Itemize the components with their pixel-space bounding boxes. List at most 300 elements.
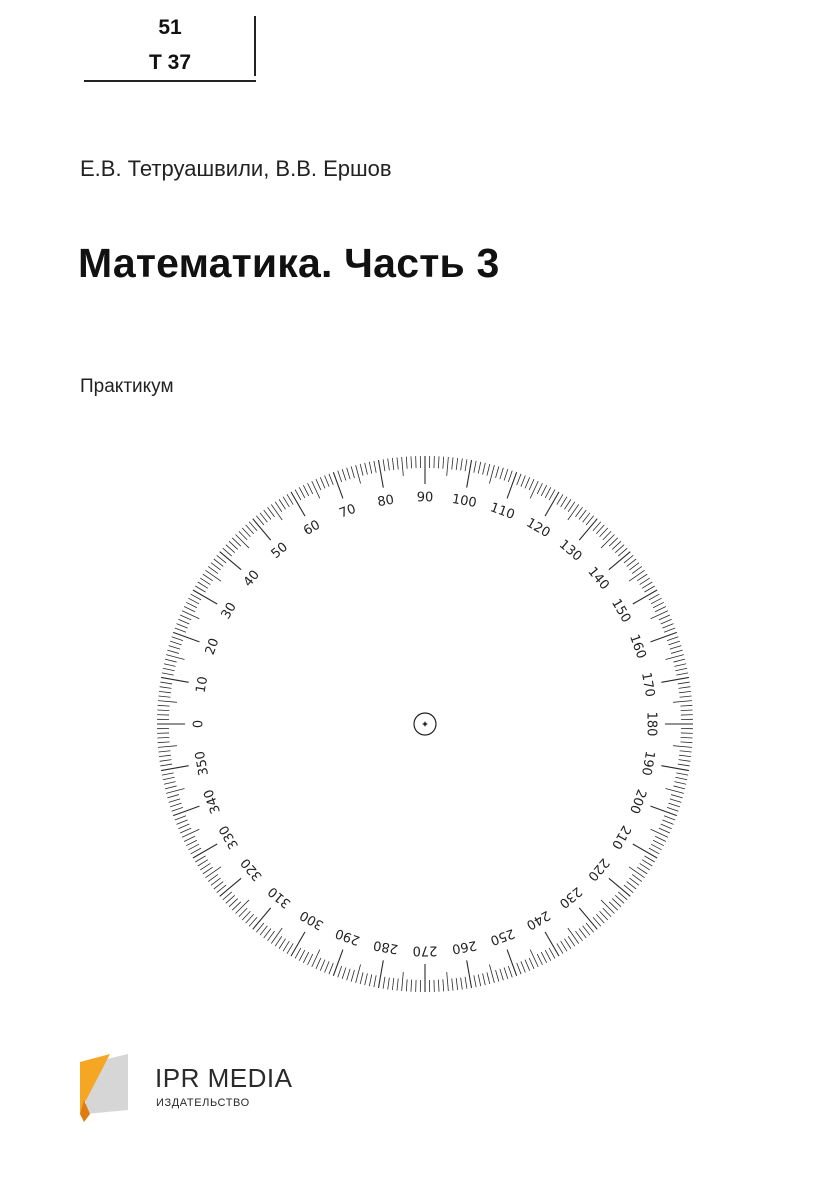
protractor-tick	[351, 466, 354, 478]
protractor-tick	[537, 483, 542, 494]
protractor-tick	[666, 788, 684, 793]
protractor-tick	[674, 782, 686, 785]
protractor-tick	[406, 979, 407, 991]
protractor-tick	[211, 563, 221, 570]
protractor-tick	[561, 941, 567, 951]
protractor-tick	[642, 860, 652, 866]
protractor-label: 10	[193, 675, 212, 695]
protractor-tick	[478, 462, 480, 474]
protractor-tick	[264, 510, 271, 520]
protractor-tick	[264, 928, 271, 938]
protractor-tick	[182, 829, 199, 837]
protractor-tick	[659, 828, 670, 833]
protractor-tick	[632, 566, 642, 573]
protractor-tick	[158, 742, 170, 743]
protractor-tick	[295, 948, 301, 959]
protractor-tick	[271, 928, 282, 944]
protractor-tick	[601, 900, 614, 913]
protractor-tick	[178, 619, 189, 624]
protractor-tick	[508, 966, 512, 977]
protractor-label: 320	[238, 854, 266, 884]
protractor-tick	[461, 978, 463, 990]
protractor-tick	[186, 840, 197, 845]
protractor-label: 270	[412, 942, 438, 958]
protractor-tick	[347, 969, 351, 980]
book-subtitle: Практикум	[80, 376, 174, 397]
protractor-tick	[160, 764, 172, 766]
protractor-tick	[667, 807, 678, 811]
protractor-tick	[681, 737, 693, 738]
protractor-tick	[271, 504, 282, 520]
protractor-tick	[629, 867, 645, 878]
protractor-tick	[545, 487, 551, 498]
protractor-tick	[164, 664, 176, 667]
protractor-tick	[467, 960, 472, 988]
protractor-tick	[260, 513, 267, 522]
protractor-tick	[188, 598, 199, 604]
protractor-tick	[529, 479, 534, 490]
protractor-tick	[673, 659, 685, 662]
protractor-tick	[673, 746, 692, 748]
protractor-tick	[388, 978, 390, 990]
protractor-tick	[465, 977, 467, 989]
protractor-tick	[184, 836, 195, 841]
protractor-tick	[316, 958, 321, 969]
protractor-tick	[529, 958, 534, 969]
protractor-tick	[487, 972, 490, 984]
protractor-tick	[637, 867, 647, 874]
protractor-tick	[676, 673, 688, 675]
protractor-tick	[541, 952, 546, 963]
protractor-tick	[583, 513, 590, 522]
protractor-tick	[160, 760, 172, 762]
protractor-tick	[203, 574, 213, 581]
protractor-tick	[568, 502, 575, 512]
protractor-tick	[564, 499, 571, 509]
protractor-tick	[200, 863, 210, 870]
protractor-tick	[568, 928, 579, 944]
protractor-tick	[504, 469, 508, 480]
protractor-tick	[679, 691, 691, 692]
protractor-tick	[167, 650, 179, 653]
protractor-tick	[172, 807, 183, 811]
protractor-tick	[496, 466, 499, 478]
protractor-tick	[406, 457, 407, 469]
stamp-class-number: 51	[158, 16, 182, 39]
protractor-tick	[170, 641, 181, 645]
protractor-tick	[651, 598, 662, 604]
protractor-label: 20	[202, 636, 223, 658]
protractor-tick	[671, 795, 683, 798]
protractor-tick	[637, 574, 647, 581]
protractor-label: 200	[626, 787, 649, 816]
protractor-label: 260	[450, 937, 478, 957]
protractor-tick	[675, 668, 687, 670]
protractor-tick	[568, 504, 579, 520]
protractor-tick	[402, 972, 404, 991]
protractor-tick	[203, 867, 213, 874]
protractor-tick	[583, 926, 590, 935]
protractor-tick	[452, 457, 453, 469]
protractor-tick	[500, 969, 504, 980]
protractor-tick	[661, 824, 672, 829]
protractor-tick	[545, 950, 551, 961]
protractor-tick	[668, 641, 679, 645]
protractor-tick	[169, 646, 180, 650]
protractor-tick	[236, 535, 249, 548]
protractor-tick	[680, 696, 692, 697]
protractor-tick	[564, 939, 571, 949]
protractor-tick	[211, 878, 221, 885]
protractor-tick	[351, 970, 354, 982]
protractor-tick	[260, 926, 267, 935]
protractor-tick	[521, 961, 525, 972]
protractor-tick	[325, 476, 329, 487]
protractor-tick	[402, 457, 404, 476]
protractor-tick	[678, 682, 690, 684]
library-stamp	[84, 14, 256, 84]
protractor-tick	[158, 751, 170, 752]
protractor-tick	[530, 481, 538, 498]
protractor-tick	[504, 967, 508, 978]
protractor-tick	[158, 696, 170, 697]
protractor-label: 40	[240, 567, 263, 590]
protractor-tick	[467, 460, 472, 488]
protractor-tick	[670, 799, 681, 803]
protractor-label: 170	[638, 671, 658, 699]
protractor-label: 140	[584, 564, 612, 594]
protractor-tick	[627, 882, 636, 889]
protractor-label: 70	[337, 501, 359, 522]
protractor-tick	[160, 687, 172, 689]
protractor-tick	[312, 481, 320, 498]
protractor-tick	[679, 760, 691, 762]
protractor-tick	[661, 619, 672, 624]
protractor-label: 240	[523, 907, 553, 933]
protractor-tick	[679, 687, 691, 689]
protractor-tick	[161, 677, 189, 682]
protractor-tick	[279, 939, 286, 949]
protractor-tick	[161, 766, 189, 771]
protractor-tick	[443, 979, 444, 991]
protractor-tick	[575, 931, 582, 941]
protractor-tick	[557, 494, 563, 504]
protractor-tick	[236, 900, 249, 913]
protractor-tick	[661, 677, 689, 682]
protractor-tick	[579, 510, 586, 520]
protractor-tick	[175, 628, 186, 632]
protractor-tick	[316, 479, 321, 490]
protractor-tick	[182, 611, 199, 619]
protractor-tick	[267, 507, 274, 517]
protractor-tick	[162, 673, 174, 675]
protractor-tick	[325, 961, 329, 972]
protractor-tick	[474, 461, 476, 473]
protractor-label: 350	[192, 749, 212, 777]
protractor-tick	[530, 950, 538, 967]
protractor-tick	[308, 483, 313, 494]
authors: Е.В. Тетруашвили, В.В. Ершов	[80, 156, 392, 181]
protractor-tick	[208, 874, 218, 881]
protractor-tick	[184, 607, 195, 612]
protractor-tick	[655, 607, 666, 612]
protractor-tick	[356, 465, 361, 483]
protractor-tick	[651, 632, 677, 642]
protractor-tick	[676, 773, 688, 775]
protractor-tick	[680, 751, 692, 752]
protractor-tick	[275, 502, 282, 512]
protractor-tick	[283, 497, 289, 507]
protractor-tick	[651, 829, 668, 837]
protractor-tick	[287, 943, 293, 953]
protractor-label: 160	[626, 632, 649, 661]
protractor-tick	[489, 965, 494, 983]
protractor-tick	[383, 977, 385, 989]
protractor-tick	[664, 816, 675, 820]
protractor-tick	[383, 459, 385, 471]
protractor-tick	[169, 799, 180, 803]
protractor-tick	[166, 655, 184, 660]
protractor-tick	[662, 820, 673, 824]
publisher-tagline: ИЗДАТЕЛЬСТВО	[156, 1097, 250, 1109]
protractor-tick	[438, 456, 439, 468]
protractor-tick	[483, 463, 486, 475]
book-title: Математика. Часть 3	[78, 240, 500, 286]
protractor-tick	[651, 806, 677, 816]
protractor-tick	[333, 950, 343, 976]
protractor-label: 50	[268, 539, 291, 562]
ipr-media-logo	[80, 1052, 130, 1122]
stamp-horizontal-line	[84, 80, 256, 82]
protractor-tick	[177, 820, 188, 824]
protractor-tick	[517, 474, 521, 485]
protractor-tick	[320, 477, 325, 488]
publisher-name: IPR MEDIA	[155, 1063, 293, 1093]
protractor-tick	[360, 464, 363, 476]
protractor-tick	[644, 856, 654, 862]
protractor-tick	[180, 828, 191, 833]
protractor-tick	[670, 646, 681, 650]
protractor-label: 0	[191, 719, 207, 729]
protractor-tick	[644, 586, 654, 592]
protractor-tick	[166, 788, 184, 793]
protractor-tick	[172, 637, 183, 641]
protractor-tick	[438, 980, 439, 992]
protractor-tick	[659, 615, 670, 620]
protractor-tick	[680, 705, 692, 706]
protractor-tick	[579, 928, 586, 938]
protractor-tick	[655, 836, 666, 841]
protractor-label: 30	[218, 600, 240, 622]
protractor-tick	[365, 973, 368, 985]
protractor-tick	[275, 936, 282, 946]
protractor-label: 80	[376, 492, 396, 511]
protractor-tick	[456, 458, 457, 470]
protractor-illustration	[150, 452, 700, 997]
protractor-tick	[320, 960, 325, 971]
protractor-tick	[483, 973, 486, 985]
protractor-label: 110	[488, 500, 517, 523]
protractor-tick	[411, 980, 412, 992]
protractor-tick	[369, 974, 371, 986]
protractor-tick	[664, 628, 675, 632]
protractor-tick	[312, 950, 320, 967]
protractor-label: 60	[301, 517, 323, 539]
protractor-tick	[649, 594, 660, 600]
protractor-tick	[447, 972, 449, 991]
protractor-tick	[465, 459, 467, 471]
protractor-tick	[496, 970, 499, 982]
protractor-tick	[666, 655, 684, 660]
protractor-tick	[195, 856, 205, 862]
protractor-label: 90	[416, 490, 434, 506]
protractor-tick	[649, 848, 660, 854]
protractor-tick	[575, 507, 582, 517]
protractor-tick	[295, 490, 301, 501]
protractor-tick	[173, 806, 199, 816]
protractor-tick	[629, 563, 639, 570]
protractor-tick	[170, 803, 181, 807]
protractor-tick	[674, 664, 686, 667]
protractor-tick	[378, 460, 383, 488]
protractor-label: 340	[201, 787, 224, 816]
protractor-tick	[668, 803, 679, 807]
protractor-tick	[537, 954, 542, 965]
protractor-tick	[642, 582, 652, 588]
protractor-tick	[673, 701, 692, 703]
protractor-tick	[397, 979, 398, 991]
protractor-tick	[159, 755, 171, 756]
protractor-tick	[329, 963, 333, 974]
protractor-tick	[160, 682, 172, 684]
protractor-tick	[342, 469, 346, 480]
protractor-tick	[165, 659, 177, 662]
protractor-tick	[279, 499, 286, 509]
protractor-label: 220	[584, 854, 612, 884]
protractor-tick	[561, 497, 567, 507]
protractor-label: 150	[608, 596, 634, 626]
protractor-label: 190	[638, 749, 658, 777]
protractor-tick	[157, 737, 169, 738]
protractor-tick	[347, 468, 351, 479]
protractor-tick	[629, 570, 645, 581]
protractor-tick	[671, 650, 683, 653]
protractor-tick	[680, 742, 692, 743]
protractor-label: 280	[372, 937, 400, 957]
protractor-tick	[640, 863, 650, 870]
protractor-label: 330	[216, 822, 242, 852]
protractor-tick	[525, 960, 530, 971]
protractor-label: 180	[643, 711, 659, 737]
protractor-tick	[653, 602, 664, 607]
protractor-tick	[163, 668, 175, 670]
protractor-tick	[374, 975, 376, 987]
protractor-tick	[303, 485, 308, 496]
protractor-tick	[299, 950, 305, 961]
protractor-label: 250	[488, 925, 517, 948]
protractor-tick	[681, 710, 693, 711]
protractor-tick	[378, 960, 383, 988]
protractor-tick	[447, 457, 449, 476]
protractor-tick	[397, 457, 398, 469]
protractor-tick	[452, 979, 453, 991]
protractor-tick	[629, 878, 639, 885]
protractor-tick	[158, 705, 170, 706]
protractor-tick	[632, 874, 642, 881]
protractor-tick	[651, 611, 668, 619]
protractor-tick	[198, 860, 208, 866]
protractor-tick	[500, 468, 504, 479]
stamp-vertical-line	[254, 16, 256, 76]
protractor-tick	[549, 490, 555, 501]
protractor-tick	[214, 882, 223, 889]
protractor-tick	[673, 786, 685, 789]
protractor-tick	[360, 972, 363, 984]
protractor-tick	[158, 701, 177, 703]
protractor-tick	[388, 459, 390, 471]
protractor-tick	[159, 691, 171, 692]
protractor-tick	[478, 974, 480, 986]
protractor-tick	[162, 773, 174, 775]
protractor-tick	[369, 462, 371, 474]
protractor-label: 230	[555, 883, 585, 911]
protractor-tick	[299, 487, 305, 498]
protractor-label: 100	[450, 491, 478, 511]
protractor-tick	[338, 471, 342, 482]
protractor-label: 290	[333, 925, 362, 948]
protractor-tick	[214, 559, 223, 566]
protractor-label: 310	[265, 883, 295, 911]
protractor-tick	[675, 777, 687, 779]
protractor-tick	[507, 472, 517, 498]
protractor-tick	[662, 624, 673, 628]
protractor-tick	[411, 456, 412, 468]
protractor-tick	[329, 474, 333, 485]
protractor-tick	[205, 570, 221, 581]
protractor-tick	[205, 867, 221, 878]
protractor-tick	[525, 477, 530, 488]
protractor-tick	[163, 777, 175, 779]
protractor-tick	[178, 824, 189, 829]
protractor-tick	[167, 795, 179, 798]
protractor-tick	[568, 936, 575, 946]
protractor-tick	[679, 755, 691, 756]
protractor-tick	[158, 746, 177, 748]
protractor-tick	[549, 948, 555, 959]
protractor-tick	[521, 476, 525, 487]
protractor-tick	[165, 786, 177, 789]
protractor-tick	[303, 952, 308, 963]
protractor-tick	[443, 457, 444, 469]
protractor-tick	[601, 535, 614, 548]
protractor-tick	[392, 978, 393, 990]
protractor-tick	[461, 459, 463, 471]
protractor-tick	[487, 464, 490, 476]
protractor-tick	[338, 966, 342, 977]
protractor-tick	[188, 844, 199, 850]
protractor-tick	[164, 782, 176, 785]
protractor-tick	[365, 463, 368, 475]
protractor-label: 210	[608, 822, 634, 852]
protractor-tick	[175, 816, 186, 820]
protractor-tick	[489, 465, 494, 483]
protractor-tick	[508, 471, 512, 482]
protractor-label: 130	[555, 537, 585, 565]
protractor-tick	[208, 566, 218, 573]
protractor-tick	[195, 586, 205, 592]
protractor-tick	[507, 950, 517, 976]
protractor-tick	[661, 766, 689, 771]
